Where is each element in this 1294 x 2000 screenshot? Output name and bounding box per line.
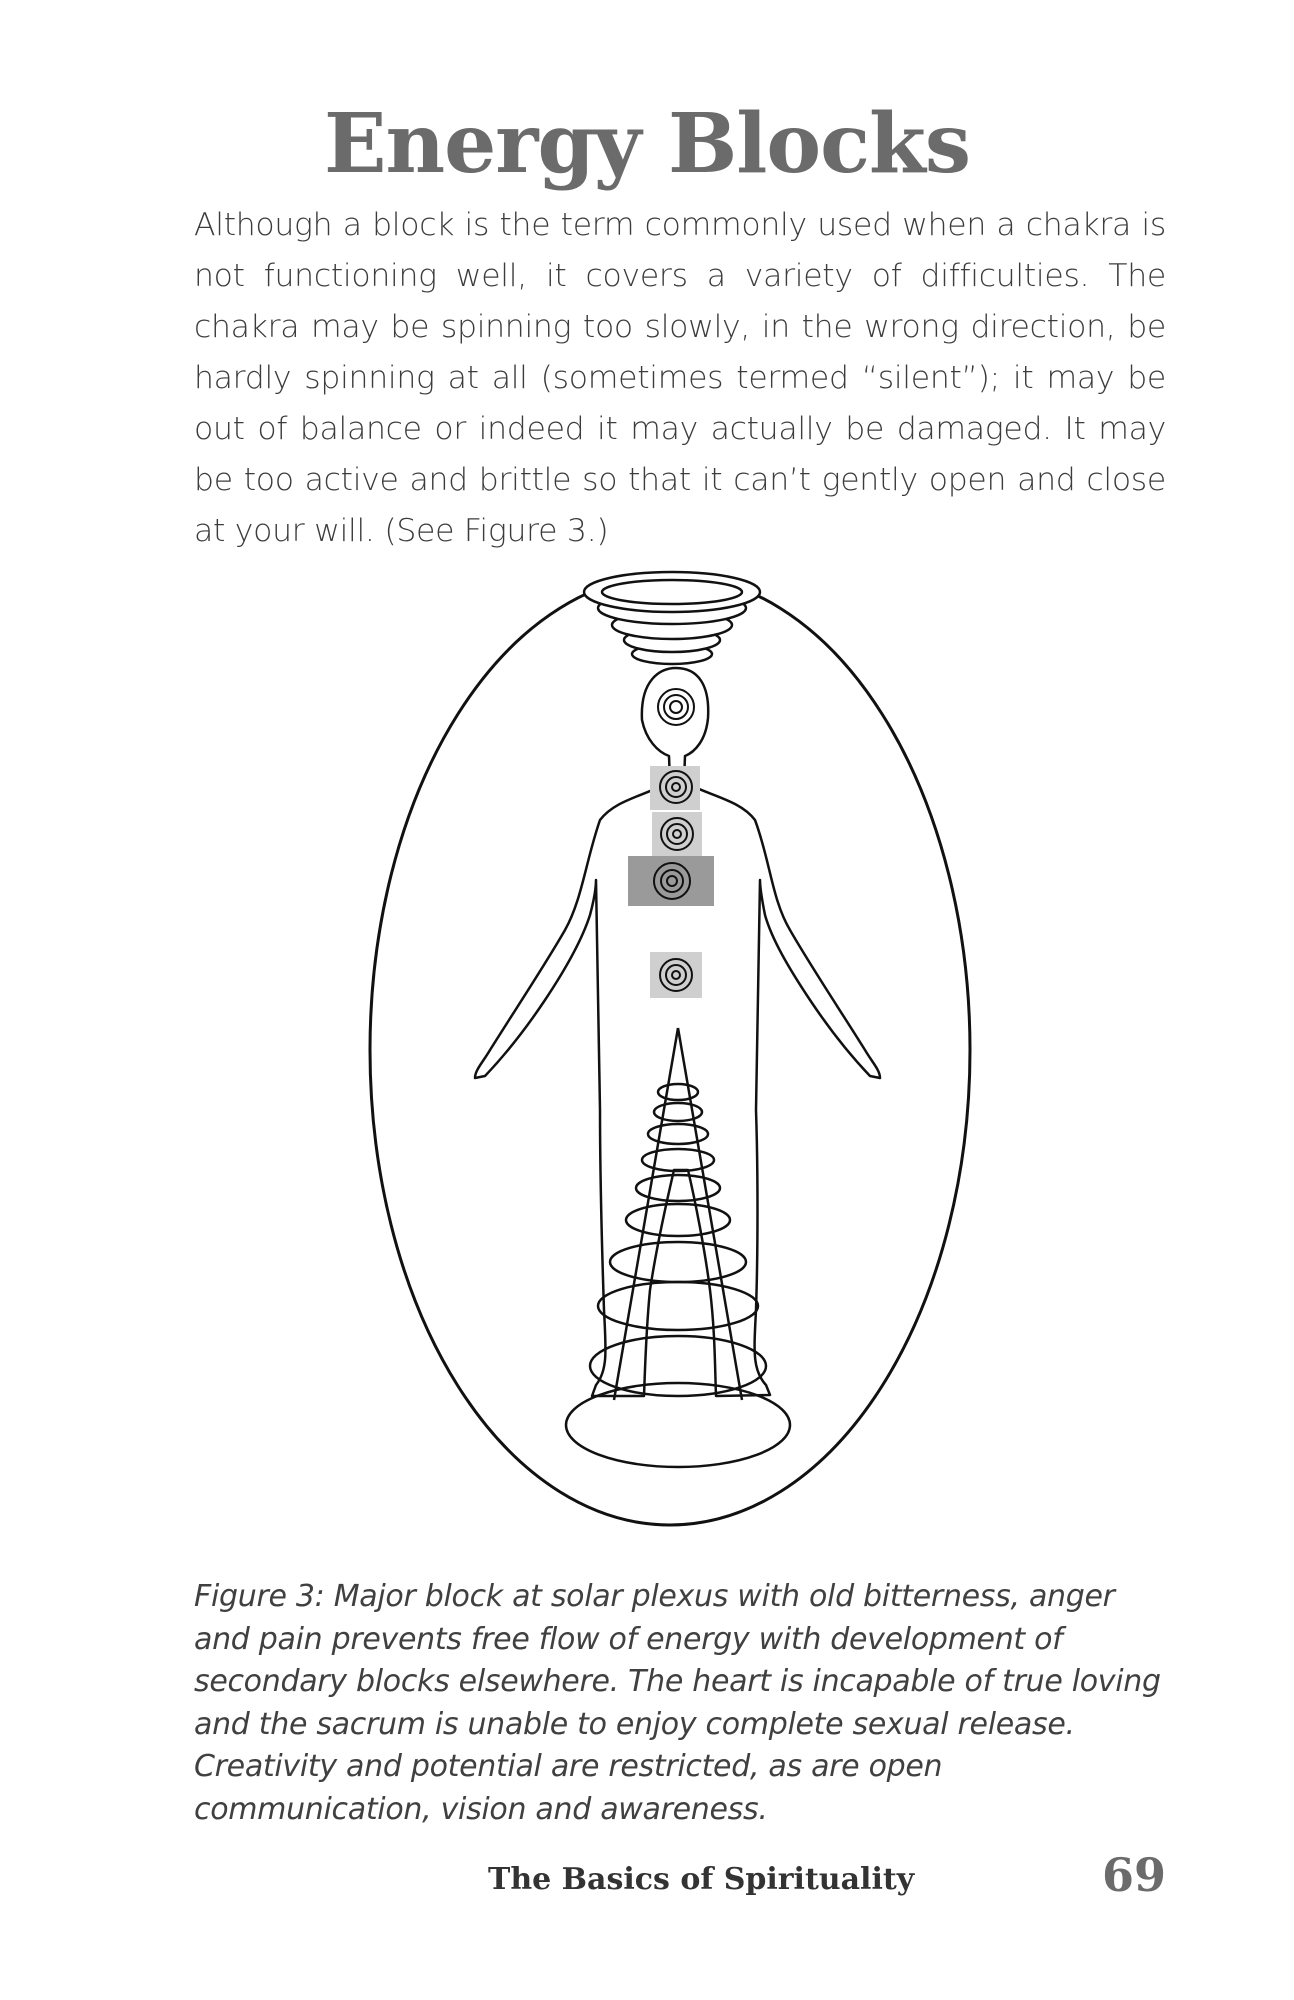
figure-caption: Figure 3: Major block at solar plexus with old bitterness, anger and pain prevents free flow of energy with development of secondary blocks elsewhere. The heart is incapable of true loving and the sacrum is unable to enjoy complete sexual release. Creativity and potential are restricted, as are open communication, vision and awareness. <box>194 1579 1161 1827</box>
third-eye-chakra <box>658 689 694 725</box>
crown-funnel <box>584 572 760 664</box>
running-footer-title: The Basics of Spirituality <box>488 1862 915 1897</box>
page-number: 69 <box>1101 1848 1166 1902</box>
body-paragraph: Although a block is the term commonly used when a chakra is not functioning well, it covers a variety of difficulties. The chakra may be spinning too slowly, in the wrong direction, be hardly spinning at all (sometimes termed “silent”); it may be out of balance or indeed it may actually be damaged. It may be too active and brittle so that it can’t gently open and close at your will. (See Figure 3.) <box>194 207 1166 549</box>
page-title: Energy Blocks <box>323 96 971 192</box>
figure-3-illustration <box>360 570 980 1540</box>
